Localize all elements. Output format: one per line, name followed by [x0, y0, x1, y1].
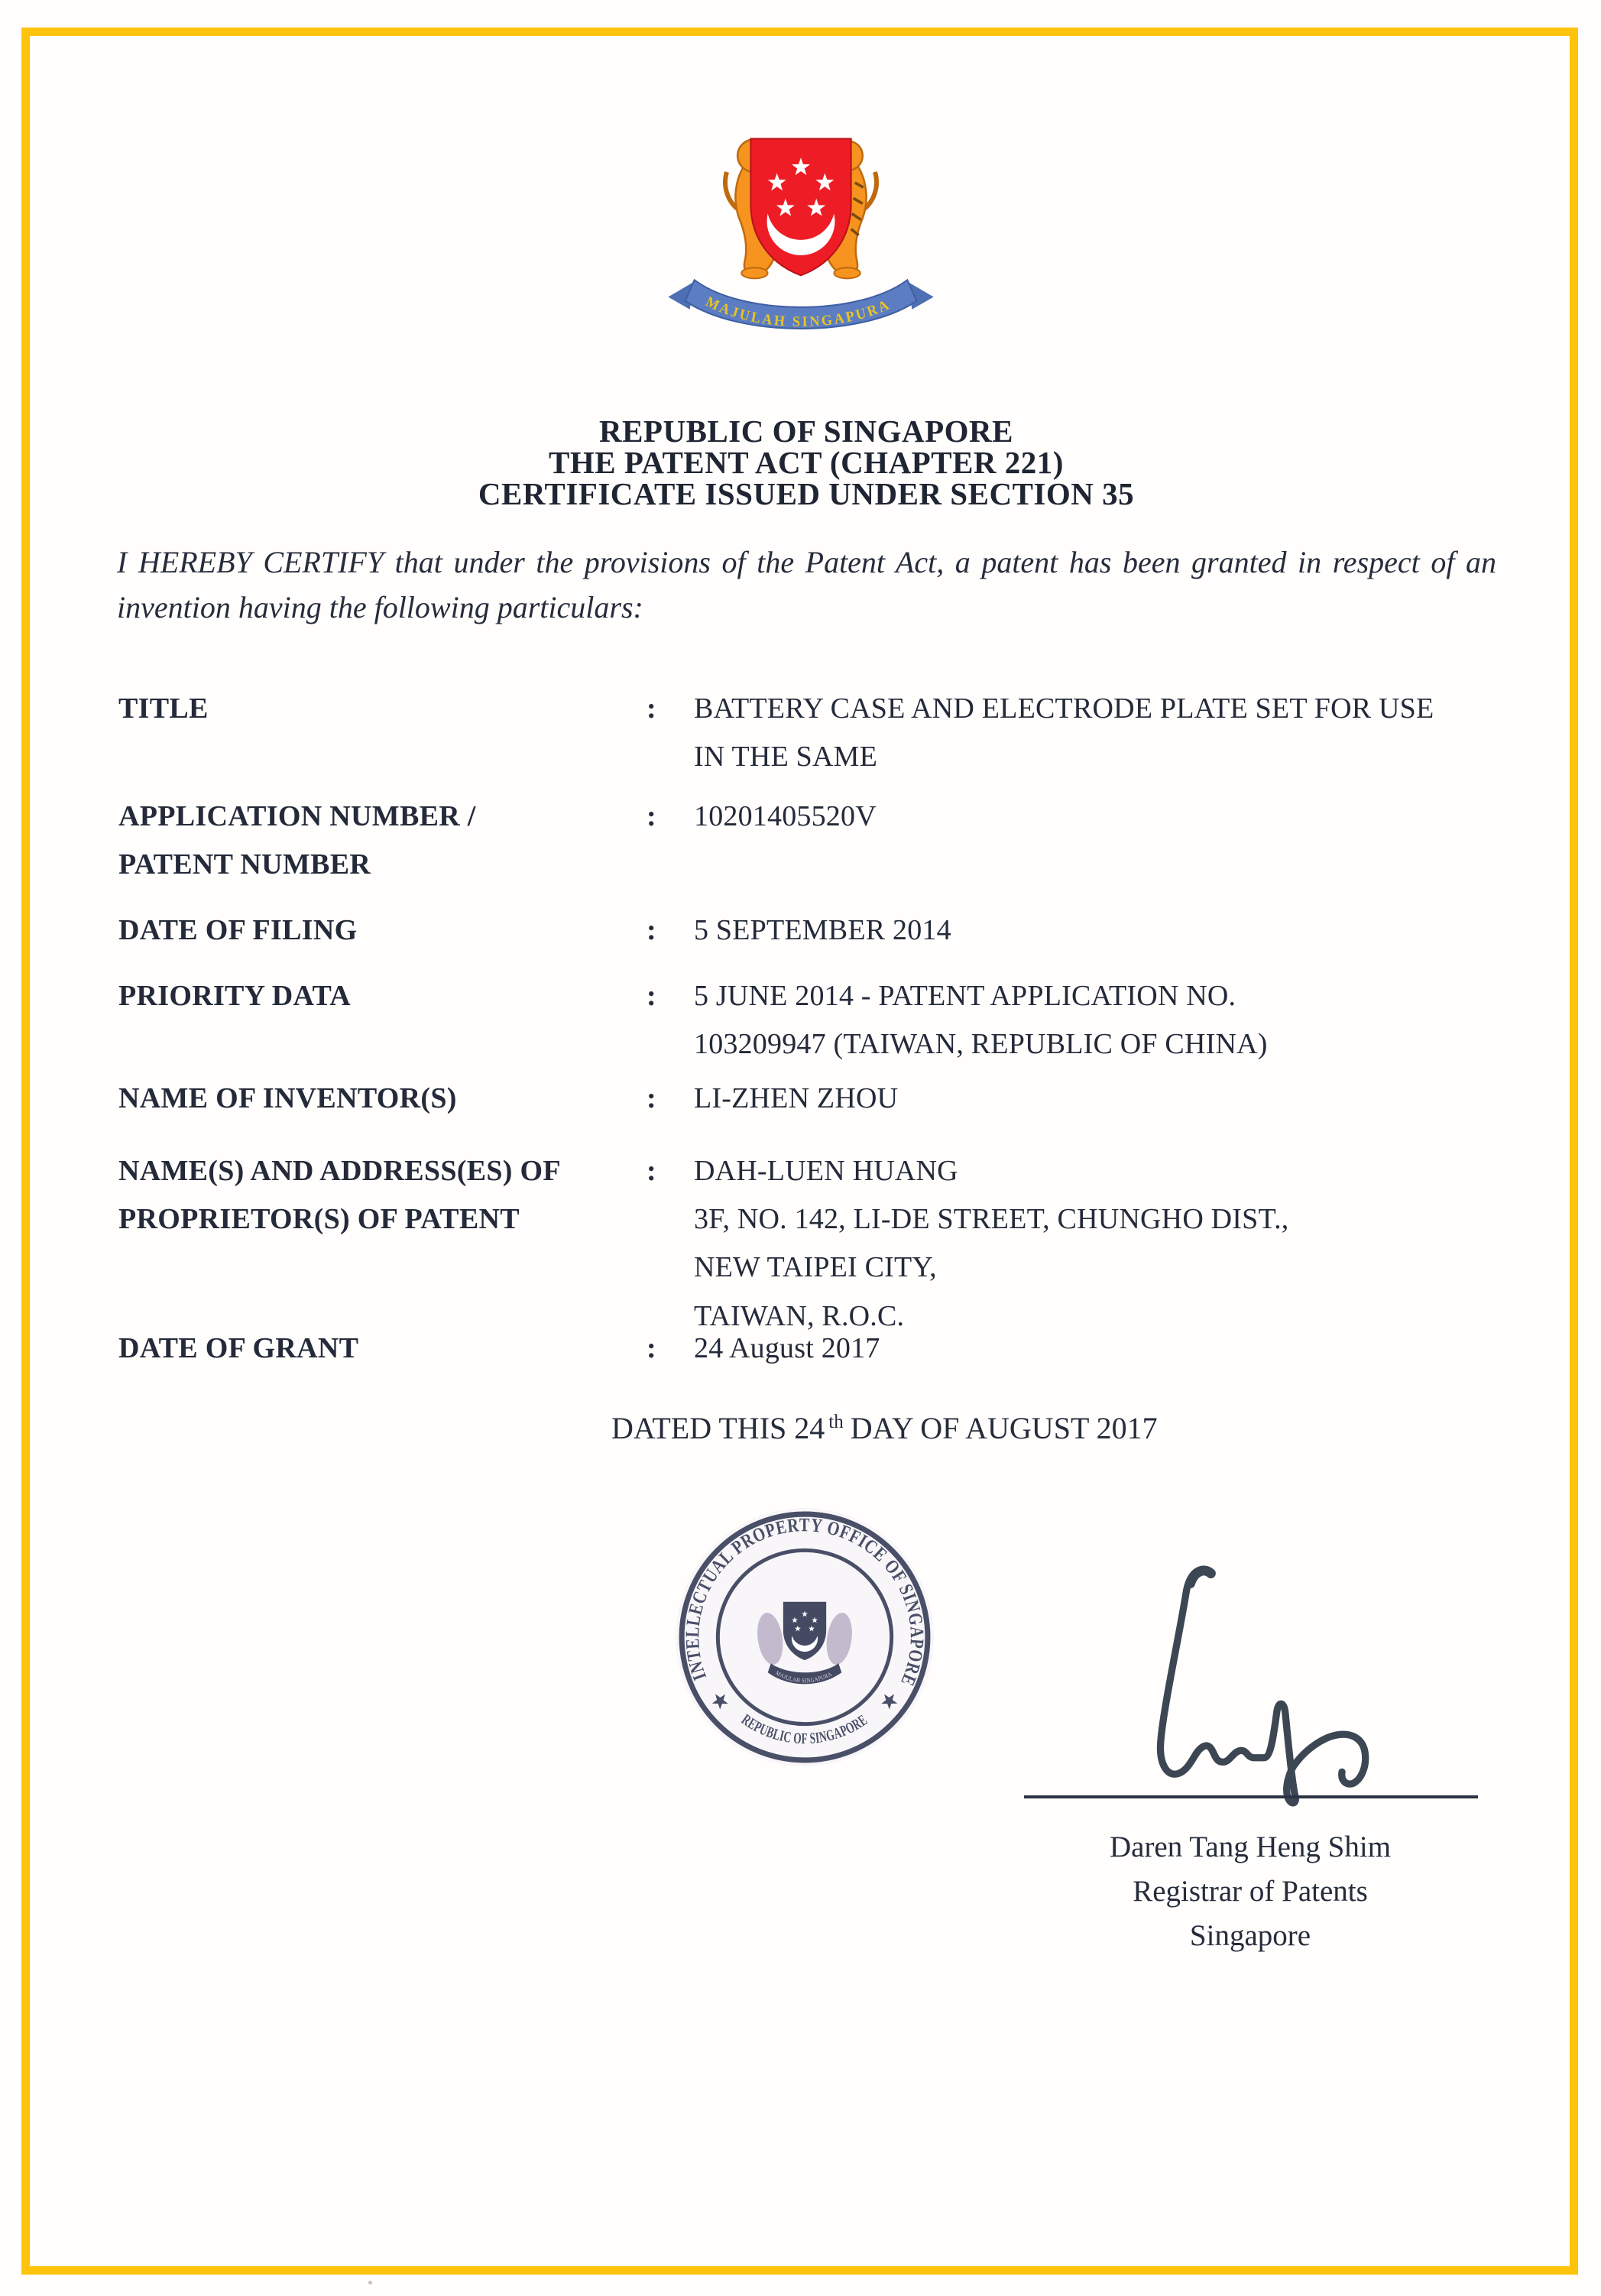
dated-line [611, 1410, 1158, 1446]
field-proprietor-colon: : [647, 1155, 656, 1187]
field-proprietor-value-4: TAIWAN, R.O.C. [694, 1300, 905, 1332]
field-grant-colon: : [647, 1332, 656, 1364]
field-proprietor-value-3: NEW TAIPEI CITY, [694, 1251, 937, 1283]
scan-speck [368, 2281, 372, 2285]
field-title-value-2: IN THE SAME [694, 741, 878, 773]
field-title-colon: : [647, 692, 656, 725]
crest-motto-text: MAJULAH SINGAPURA [702, 293, 894, 330]
field-filing-label: DATE OF FILING [118, 914, 358, 946]
dated-line-superscript: th [828, 1411, 844, 1432]
field-application-label-1: APPLICATION NUMBER / [118, 800, 476, 832]
field-priority-value-2: 103209947 (TAIWAN, REPUBLIC OF CHINA) [694, 1028, 1268, 1060]
field-inventor-label: NAME OF INVENTOR(S) [118, 1082, 457, 1114]
certify-paragraph-line-2: invention having the following particulars: [117, 590, 643, 624]
field-filing-value: 5 SEPTEMBER 2014 [694, 914, 951, 946]
field-inventor-colon: : [647, 1082, 656, 1114]
motto-ribbon [685, 280, 917, 330]
seal-arc-top-text: INTELLECTUAL PROPERTY OFFICE OF SINGAPORE [682, 1514, 928, 1691]
field-proprietor-label-2: PROPRIETOR(S) OF PATENT [118, 1203, 520, 1235]
field-proprietor-value-2: 3F, NO. 142, LI-DE STREET, CHUNGHO DIST., [694, 1203, 1289, 1235]
header-line-2: THE PATENT ACT (CHAPTER 221) [549, 445, 1064, 480]
field-priority-label: PRIORITY DATA [118, 980, 352, 1012]
ipos-seal-icon [672, 1504, 937, 1770]
seal-arc-bottom-text: REPUBLIC OF SINGAPORE [738, 1709, 873, 1748]
signatory-name: Daren Tang Heng Shim [1109, 1831, 1392, 1863]
field-grant-value: 24 August 2017 [694, 1332, 880, 1364]
header-line-3: CERTIFICATE ISSUED UNDER SECTION 35 [478, 476, 1135, 511]
field-application-value: 10201405520V [694, 800, 877, 832]
dated-line-before: DATED THIS 24 [611, 1411, 825, 1445]
field-title-value-1: BATTERY CASE AND ELECTRODE PLATE SET FOR USE [694, 692, 1434, 725]
header-line-1: REPUBLIC OF SINGAPORE [598, 413, 1014, 449]
field-filing-colon: : [647, 914, 656, 946]
field-grant-label: DATE OF GRANT [118, 1332, 359, 1364]
signatory-block [1021, 1825, 1479, 1958]
signature-line [1024, 1795, 1478, 1798]
signatory-place: Singapore [1189, 1919, 1311, 1952]
field-proprietor-value-1: DAH-LUEN HUANG [694, 1155, 958, 1187]
field-priority-value-1: 5 JUNE 2014 - PATENT APPLICATION NO. [694, 980, 1236, 1012]
field-inventor-value: LI-ZHEN ZHOU [694, 1082, 899, 1114]
registrar-signature-icon [1142, 1559, 1385, 1814]
field-title-label: TITLE [118, 692, 209, 725]
seal-motto-text: MAJULAH SINGAPURA [774, 1669, 835, 1685]
field-priority-colon: : [647, 980, 656, 1012]
certify-paragraph-line-1: I HEREBY CERTIFY that under the provisions of the Patent Act, a patent has been granted in respect of an [117, 545, 1496, 579]
dated-line-after: DAY OF AUGUST 2017 [850, 1411, 1158, 1445]
field-application-label-2: PATENT NUMBER [118, 848, 371, 880]
singapore-coat-of-arms-icon [661, 96, 941, 332]
signatory-title: Registrar of Patents [1133, 1875, 1368, 1908]
field-application-colon: : [647, 800, 656, 832]
field-proprietor-label-1: NAME(S) AND ADDRESS(ES) OF [118, 1155, 561, 1187]
